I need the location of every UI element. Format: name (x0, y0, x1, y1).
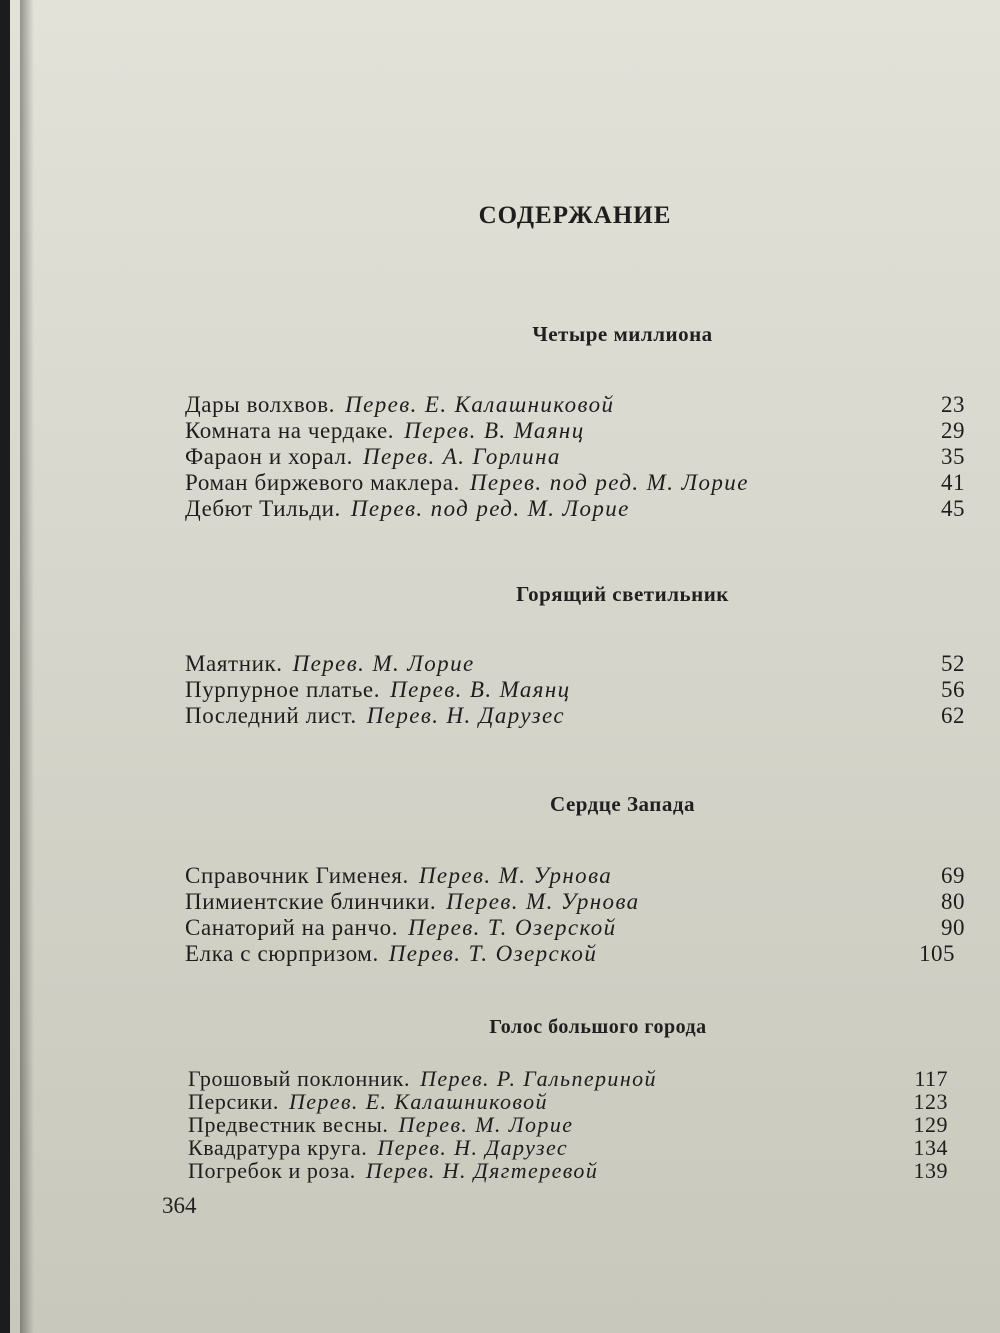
page-ref: 56 (941, 677, 965, 702)
toc-section (188, 1016, 948, 1182)
translator: Перев. Н. Дягтеревой (365, 1158, 599, 1183)
translator: Перев. Т. Озерской (388, 941, 598, 966)
page-ref: 23 (941, 392, 965, 417)
story-title: Дебют Тильди. (185, 496, 341, 521)
translator: Перев. М. Лорие (398, 1112, 574, 1137)
translator: Перев. А. Горлина (362, 444, 561, 469)
translator: Перев. М. Урнова (446, 889, 640, 914)
section-heading: Сердце Запада (550, 792, 695, 816)
translator: Перев. Р. Гальпериной (420, 1066, 657, 1091)
story-title: Персики. (188, 1089, 279, 1114)
translator: Перев. М. Лорие (292, 651, 475, 676)
story-title: Пимиентские блинчики. (185, 889, 437, 914)
page-ref: 62 (941, 703, 965, 728)
story-title: Фараон и хорал. (185, 444, 353, 469)
translator: Перев. под ред. М. Лорие (469, 470, 749, 495)
page-ref: 29 (941, 418, 965, 443)
story-title: Квадратура круга. (188, 1135, 368, 1160)
toc-entry (185, 418, 965, 444)
page-ref: 35 (941, 444, 965, 469)
translator: Перев. В. Маянц (390, 677, 571, 702)
translator: Перев. Н. Дарузес (366, 703, 565, 728)
toc-entry (188, 1090, 948, 1113)
toc-entry (185, 392, 965, 418)
translator: Перев. Е. Калашниковой (345, 392, 615, 417)
page-ref: 69 (941, 863, 965, 888)
page-ref: 123 (913, 1089, 948, 1114)
toc-entry (185, 651, 965, 677)
page-ref: 139 (913, 1158, 948, 1183)
toc-entry (185, 677, 965, 703)
section-heading: Голос большого города (489, 1016, 707, 1038)
toc-section (185, 582, 965, 729)
toc-section (185, 322, 965, 522)
translator: Перев. Е. Калашниковой (288, 1089, 548, 1114)
entry-list (185, 392, 965, 522)
story-title: Дары волхвов. (185, 392, 336, 417)
toc-entry (185, 941, 965, 967)
story-title: Маятник. (185, 651, 283, 676)
story-title: Елка с сюрпризом. (185, 941, 379, 966)
page-ref: 129 (913, 1112, 948, 1137)
story-title: Предвестник весны. (188, 1112, 389, 1137)
story-title: Комната на чердаке. (185, 418, 395, 443)
toc-entry (185, 915, 965, 941)
toc-section (185, 792, 965, 967)
page-number: 364 (162, 1193, 197, 1218)
toc-entry (188, 1159, 948, 1182)
toc-entry (185, 444, 965, 470)
page-spine-shadow (20, 0, 34, 1333)
story-title: Пурпурное платье. (185, 677, 381, 702)
translator: Перев. Т. Озерской (408, 915, 617, 940)
story-title: Санаторий на ранчо. (185, 915, 399, 940)
page-ref: 80 (941, 889, 965, 914)
page-ref: 105 (919, 941, 955, 966)
story-title: Справочник Гименея. (185, 863, 409, 888)
page-ref: 52 (941, 651, 965, 676)
toc-entry (188, 1067, 948, 1090)
story-title: Роман биржевого маклера. (185, 470, 460, 495)
translator: Перев. Н. Дарузес (377, 1135, 569, 1160)
toc-entry (188, 1113, 948, 1136)
story-title: Погребок и роза. (188, 1158, 356, 1183)
entry-list (185, 651, 965, 729)
section-heading: Четыре миллиона (532, 322, 713, 346)
toc-entry (185, 470, 965, 496)
toc-entry (185, 703, 965, 729)
translator: Перев. под ред. М. Лорие (350, 496, 630, 521)
contents-title: СОДЕРЖАНИЕ (478, 202, 672, 229)
story-title: Последний лист. (185, 703, 357, 728)
entry-list (188, 1067, 948, 1182)
toc-entry (185, 863, 965, 889)
section-heading: Горящий светильник (516, 582, 729, 606)
toc-entry (185, 496, 965, 522)
page-ref: 45 (941, 496, 965, 521)
page-ref: 90 (941, 915, 965, 940)
toc-entry (188, 1136, 948, 1159)
story-title: Грошовый поклонник. (188, 1066, 411, 1091)
toc-entry (185, 889, 965, 915)
translator: Перев. М. Урнова (418, 863, 613, 888)
entry-list (185, 863, 965, 967)
page-ref: 41 (941, 470, 965, 495)
page-ref: 117 (914, 1066, 948, 1091)
translator: Перев. В. Маянц (404, 418, 585, 443)
page-ref: 134 (913, 1135, 948, 1160)
